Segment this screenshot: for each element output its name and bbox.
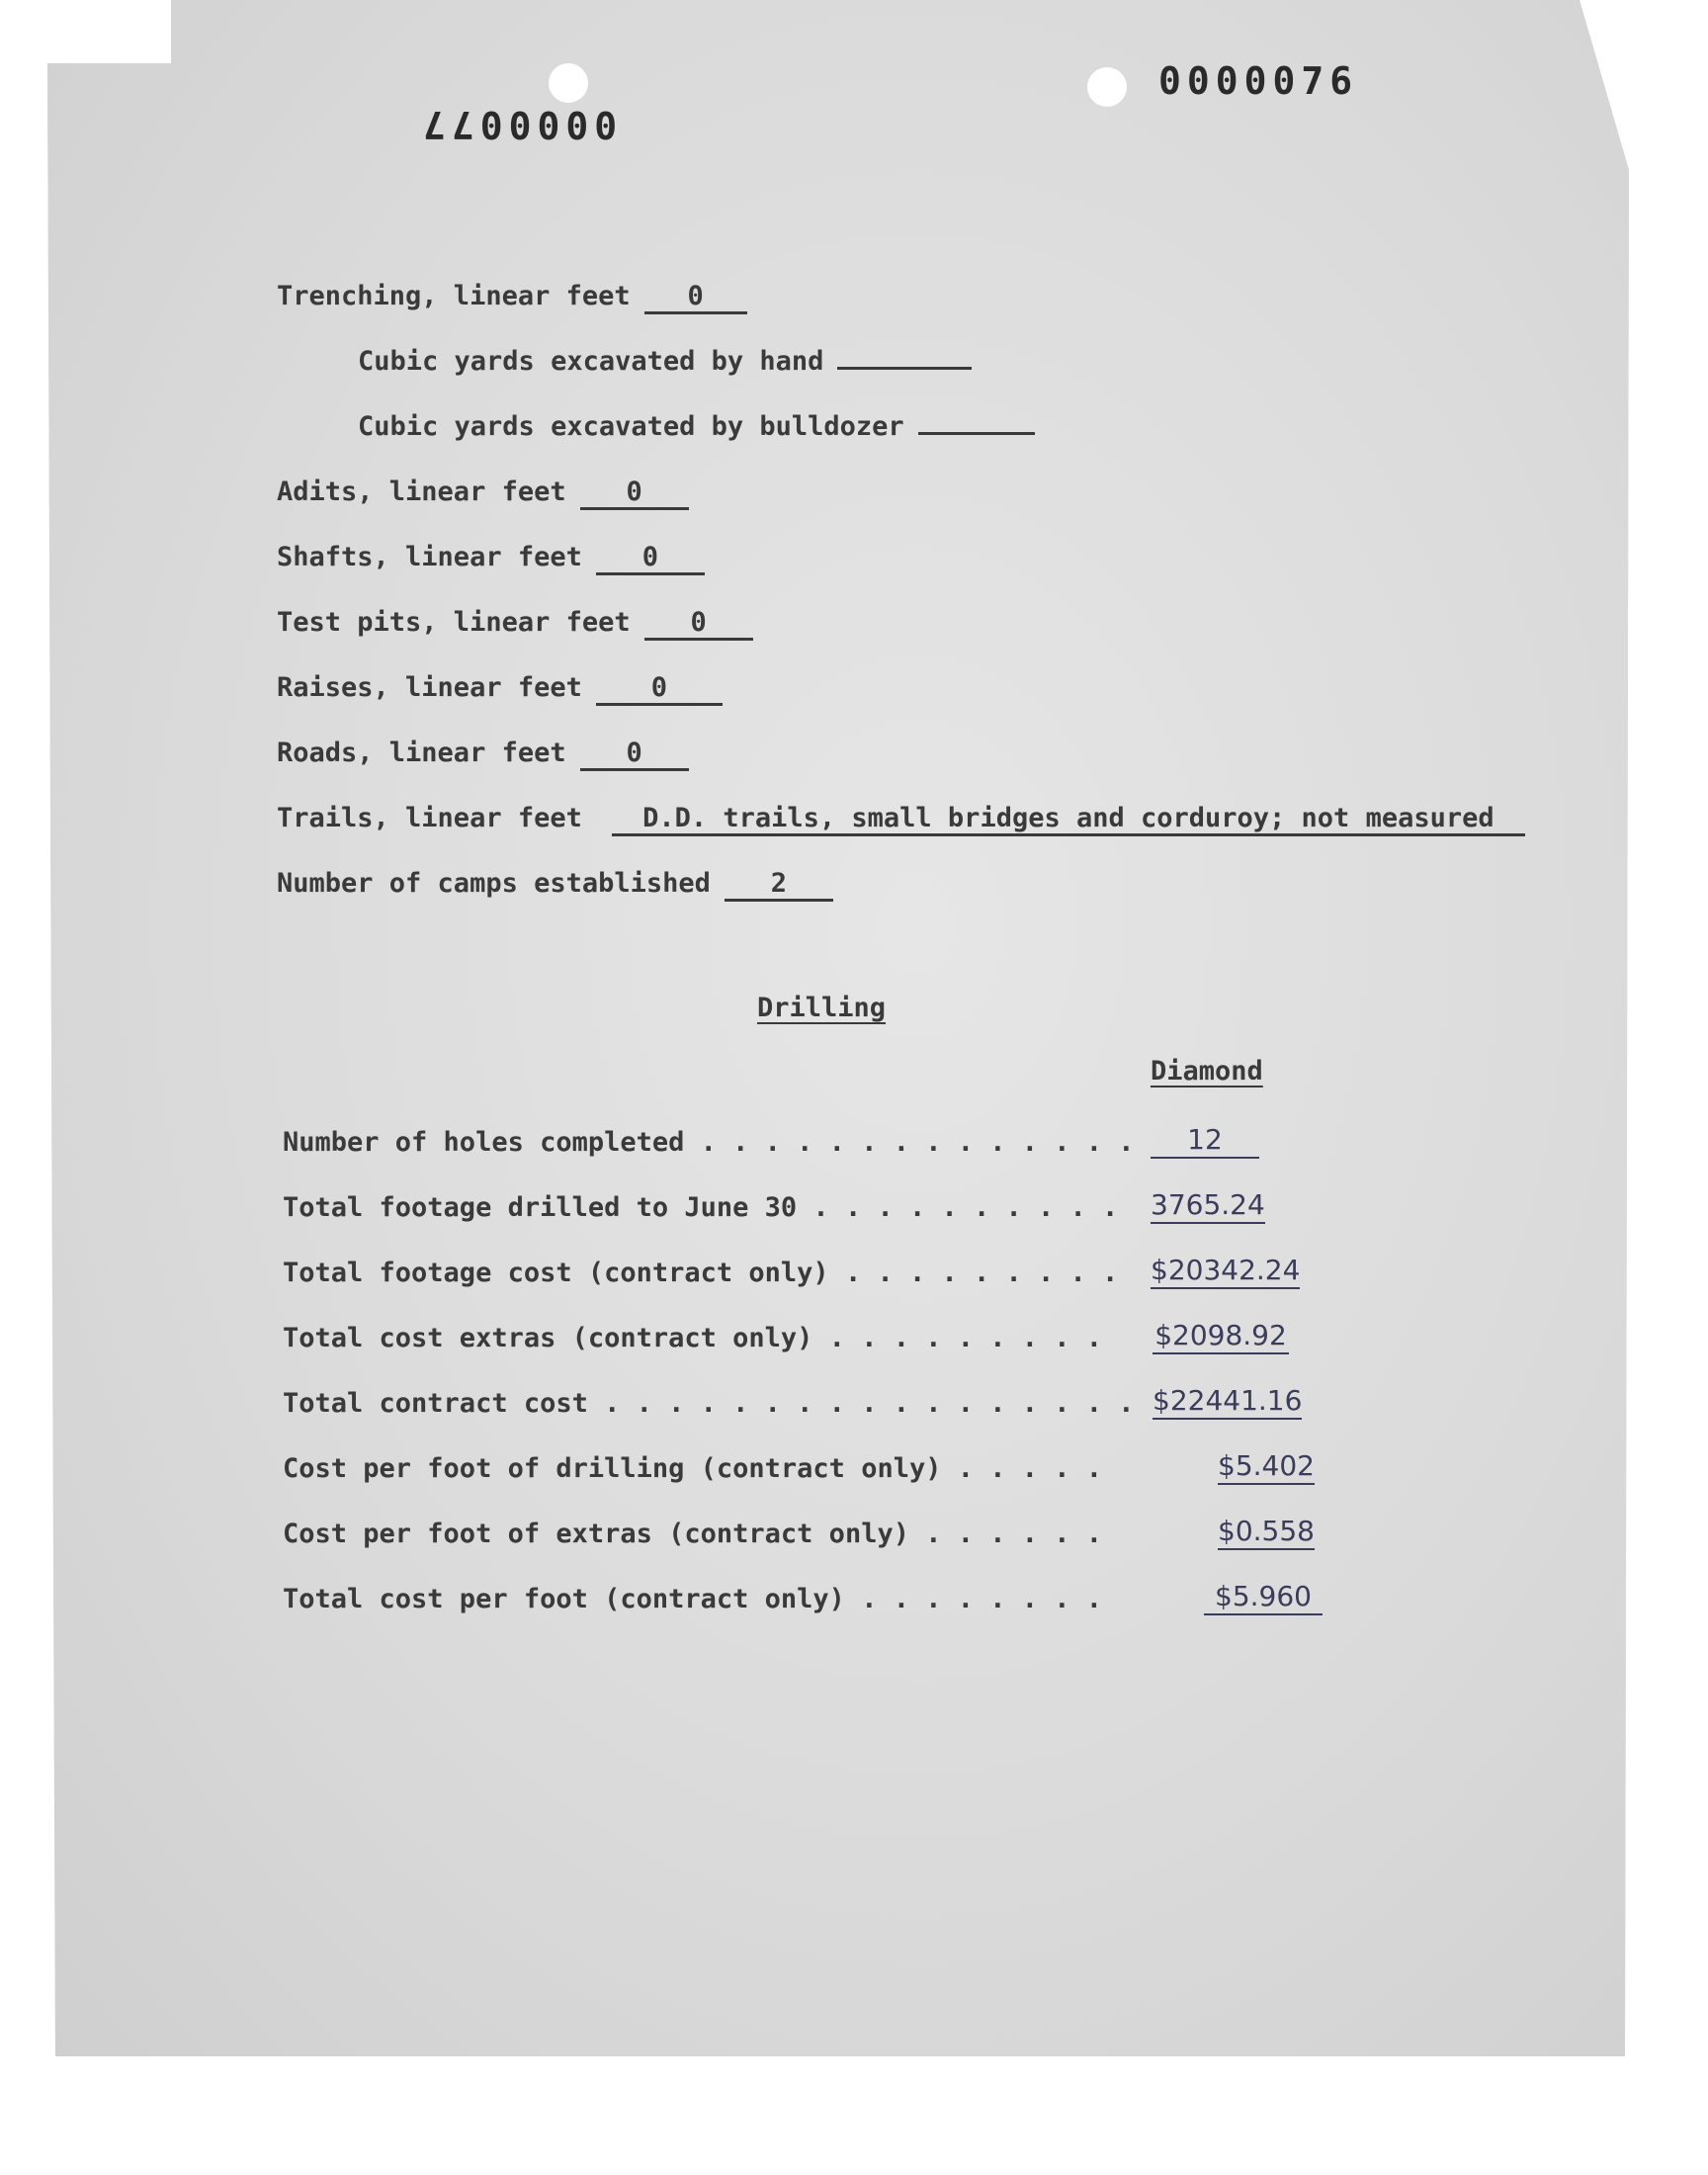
drilling-row [283,1515,1330,1558]
field-camps [277,868,833,902]
drilling-row [283,1580,1330,1623]
drilling-title: Drilling [757,993,887,1023]
drilling-row-label: Total cost per foot (contract only) . . . . . . . . [283,1584,1103,1614]
field-value [837,367,972,370]
field-label: Number of camps established [277,868,711,899]
doc-number-right: 0000076 [1158,59,1359,103]
diamond-column-header: Diamond [1151,1056,1263,1087]
drilling-row [283,1188,1330,1232]
punch-hole-right [1087,67,1127,107]
drilling-row [283,1123,1330,1167]
field-roads [277,738,689,771]
field-value: 0 [644,607,753,641]
field-label: Shafts, linear feet [277,542,582,572]
drilling-row-value: $5.402 [1218,1449,1315,1485]
punch-hole-left [549,63,588,103]
doc-number-left: 0000077 [417,103,618,146]
field-value: 0 [596,542,705,575]
drilling-row [283,1319,1330,1362]
field-label: Raises, linear feet [277,672,582,703]
field-cubic-bulldozer [358,411,1035,442]
drilling-row-value: $2098.92 [1153,1319,1289,1354]
field-cubic-hand [358,346,972,377]
drilling-row-label: Total footage drilled to June 30 . . . . . . . . . . [283,1192,1119,1223]
field-label: Cubic yards excavated by hand [358,346,824,377]
drilling-row-value: $20342.24 [1151,1254,1300,1289]
field-value: 2 [725,868,833,902]
field-label: Adits, linear feet [277,477,566,507]
field-value: 0 [580,738,689,771]
drilling-row-label: Cost per foot of drilling (contract only) . . . . . [283,1453,1103,1484]
drilling-row-label: Total footage cost (contract only) . . . . . . . . . [283,1258,1119,1288]
field-value: D.D. trails, small bridges and corduroy; not measured [612,803,1525,836]
field-trails [277,803,1525,836]
drilling-row-value: $0.558 [1218,1515,1315,1550]
drilling-row-label: Number of holes completed . . . . . . . . . . . . . . [283,1127,1135,1158]
field-raises [277,672,723,706]
field-adits [277,477,689,510]
field-test-pits [277,607,753,641]
field-trenching [277,281,747,314]
drilling-row-label: Total contract cost . . . . . . . . . . . . . . . . . [283,1388,1135,1419]
drilling-row [283,1449,1330,1493]
field-label: Trails, linear feet [277,803,582,833]
field-value [918,432,1035,435]
drilling-row [283,1384,1330,1428]
field-shafts [277,542,705,575]
field-label: Test pits, linear feet [277,607,631,638]
field-label: Trenching, linear feet [277,281,631,311]
drilling-row-label: Total cost extras (contract only) . . . . . . . . . [283,1323,1103,1353]
drilling-row-value: 3765.24 [1151,1188,1265,1224]
field-value: 0 [596,672,723,706]
field-label: Cubic yards excavated by bulldozer [358,411,904,442]
drilling-row-label: Cost per foot of extras (contract only) . . . . . . [283,1519,1103,1549]
drilling-row-value: $22441.16 [1153,1384,1302,1420]
field-label: Roads, linear feet [277,738,566,768]
drilling-row [283,1254,1330,1297]
drilling-row-value: $5.960 [1204,1580,1323,1615]
field-value: 0 [644,281,747,314]
field-value: 0 [580,477,689,510]
drilling-row-value: 12 [1151,1123,1259,1159]
